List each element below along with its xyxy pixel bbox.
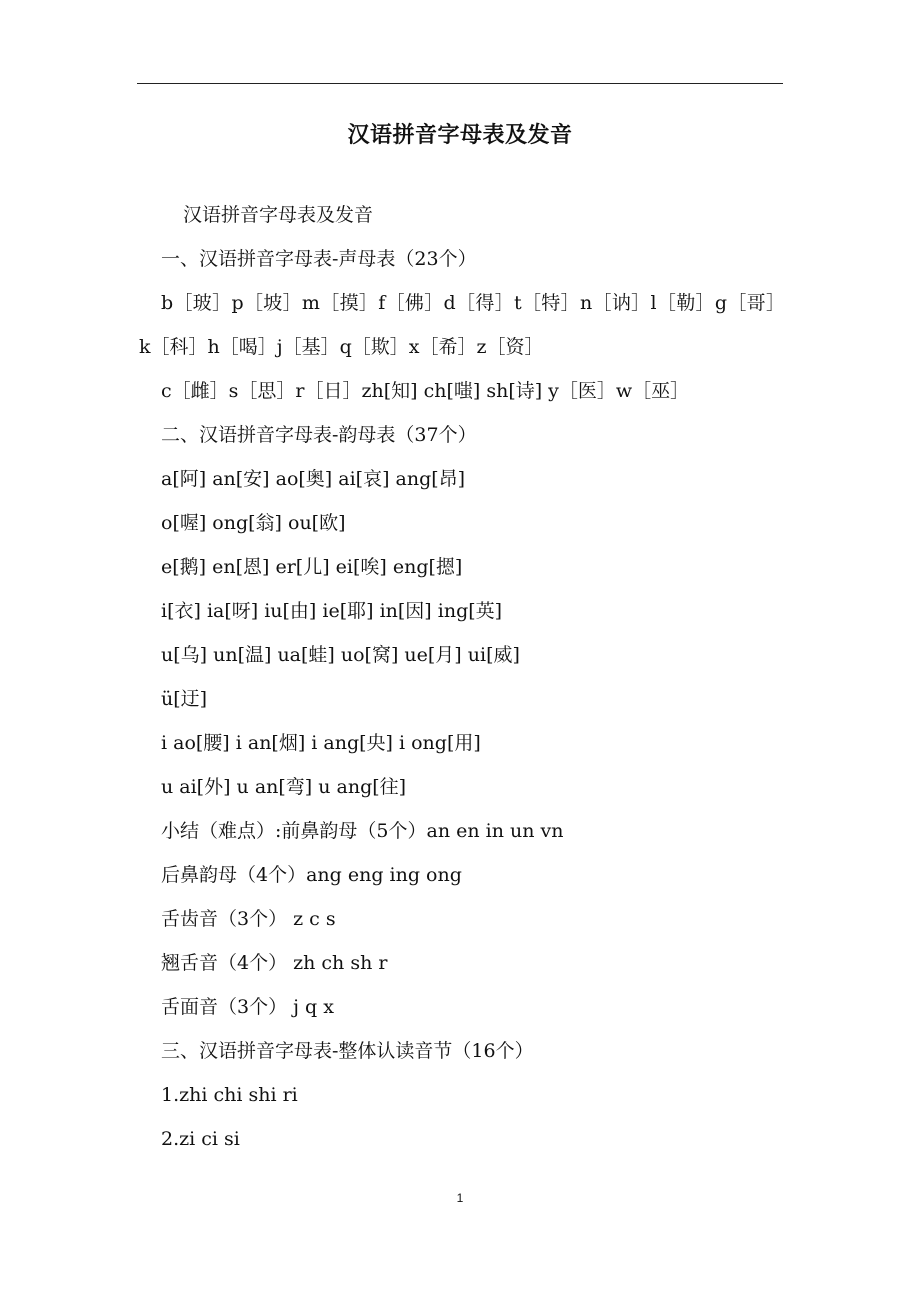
section-heading-syllables: 三、汉语拼音字母表-整体认读音节（16个） — [161, 1040, 534, 1062]
finals-line-u: u[乌] un[温] ua[蛙] uo[窝] ue[月] ui[威] — [161, 644, 520, 666]
syllables-line-1: 1.zhi chi shi ri — [161, 1084, 298, 1106]
section-heading-finals: 二、汉语拼音字母表-韵母表（37个） — [161, 424, 477, 446]
summary-front-nasal: 小结（难点）:前鼻韵母（5个）an en in un vn — [161, 820, 564, 842]
page-number: 1 — [456, 1191, 464, 1205]
summary-palatal: 舌面音（3个） j q x — [161, 996, 334, 1018]
summary-retroflex: 翘舌音（4个） zh ch sh r — [161, 952, 388, 974]
initials-line-1: b［玻］p［坡］m［摸］f［佛］d［得］t［特］n［讷］l［勒］g［哥］k［科］h［喝］j［基］q［欺］x［希］z［资］ — [139, 292, 785, 358]
document-body — [139, 193, 785, 1161]
finals-line-i-compound: i ao[腰] i an[烟] i ang[央] i ong[用] — [161, 732, 481, 754]
subtitle-paragraph: 汉语拼音字母表及发音 — [183, 204, 374, 226]
finals-line-e: e[鹅] en[恩] er[儿] ei[唉] eng[摁] — [161, 556, 463, 578]
document-title: 汉语拼音字母表及发音 — [347, 122, 573, 148]
finals-line-i: i[衣] ia[呀] iu[由] ie[耶] in[因] ing[英] — [161, 600, 503, 622]
summary-dental: 舌齿音（3个） z c s — [161, 908, 336, 930]
finals-line-a: a[阿] an[安] ao[奥] ai[哀] ang[昂] — [161, 468, 466, 490]
syllables-line-2: 2.zi ci si — [161, 1128, 240, 1150]
finals-line-u-compound: u ai[外] u an[弯] u ang[往] — [161, 776, 407, 798]
header-rule — [137, 83, 783, 84]
summary-back-nasal: 后鼻韵母（4个）ang eng ing ong — [161, 864, 462, 886]
initials-line-2: c［雌］s［思］r［日］zh[知] ch[嗤] sh[诗] y［医］w［巫］ — [161, 380, 690, 402]
section-heading-initials: 一、汉语拼音字母表-声母表（23个） — [161, 248, 477, 270]
finals-line-o: o[喔] ong[翁] ou[欧] — [161, 512, 346, 534]
finals-line-v: ü[迂] — [161, 688, 208, 710]
